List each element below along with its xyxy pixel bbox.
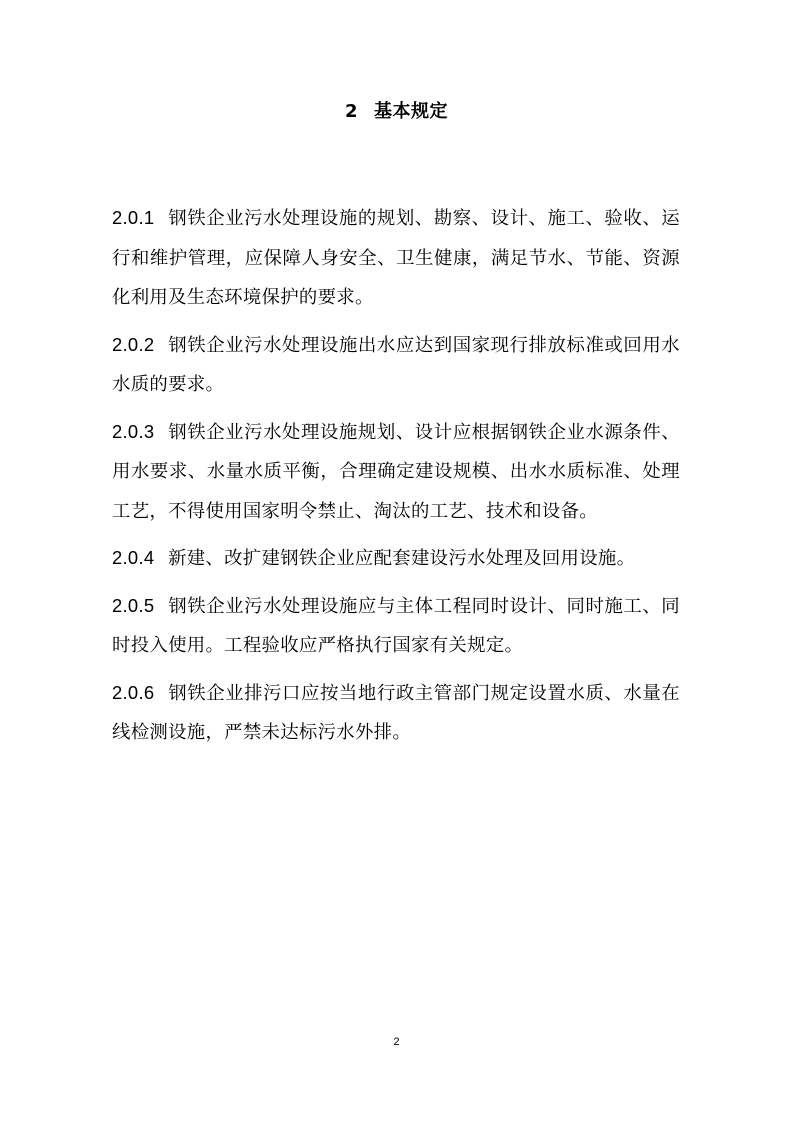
clause-number: 2.0.5 (112, 594, 155, 616)
clause-number: 2.0.6 (112, 681, 155, 703)
clause-2-0-1 (112, 198, 680, 318)
clause-number: 2.0.3 (112, 420, 155, 442)
clause-list (112, 198, 680, 760)
clause-text: 新建、改扩建钢铁企业应配套建设污水处理及回用设施。 (168, 548, 636, 569)
clause-number: 2.0.4 (112, 547, 155, 568)
clause-text: 钢铁企业排污口应按当地行政主管部门规定设置水质、水量在线检测设施，严禁未达标污水外排。 (112, 682, 680, 743)
clause-number: 2.0.1 (112, 207, 155, 228)
clause-2-0-3 (112, 412, 680, 532)
clause-text: 钢铁企业污水处理设施应与主体工程同时设计、同时施工、同时投入使用。工程验收应严格执行国家有关规定。 (112, 595, 680, 656)
clause-2-0-5 (112, 586, 680, 666)
clause-number: 2.0.2 (112, 333, 155, 355)
clause-2-0-6 (112, 673, 680, 753)
clause-text: 钢铁企业污水处理设施的规划、勘察、设计、施工、验收、运行和维护管理，应保障人身安全、卫生健康，满足节水、节能、资源化利用及生态环境保护的要求。 (112, 208, 680, 308)
section-number: 2 (344, 101, 359, 122)
section-title: 基本规定 (374, 101, 449, 122)
clause-2-0-4 (112, 538, 680, 579)
page-number: 2 (393, 1036, 400, 1048)
clause-text: 钢铁企业污水处理设施出水应达到国家现行排放标准或回用水水质的要求。 (112, 334, 680, 395)
section-heading (0, 99, 793, 125)
clause-2-0-2 (112, 325, 680, 405)
clause-text: 钢铁企业污水处理设施规划、设计应根据钢铁企业水源条件、用水要求、水量水质平衡，合理确定建设规模、出水水质标准、处理工艺，不得使用国家明令禁止、淘汰的工艺、技术和设备。 (112, 421, 680, 522)
